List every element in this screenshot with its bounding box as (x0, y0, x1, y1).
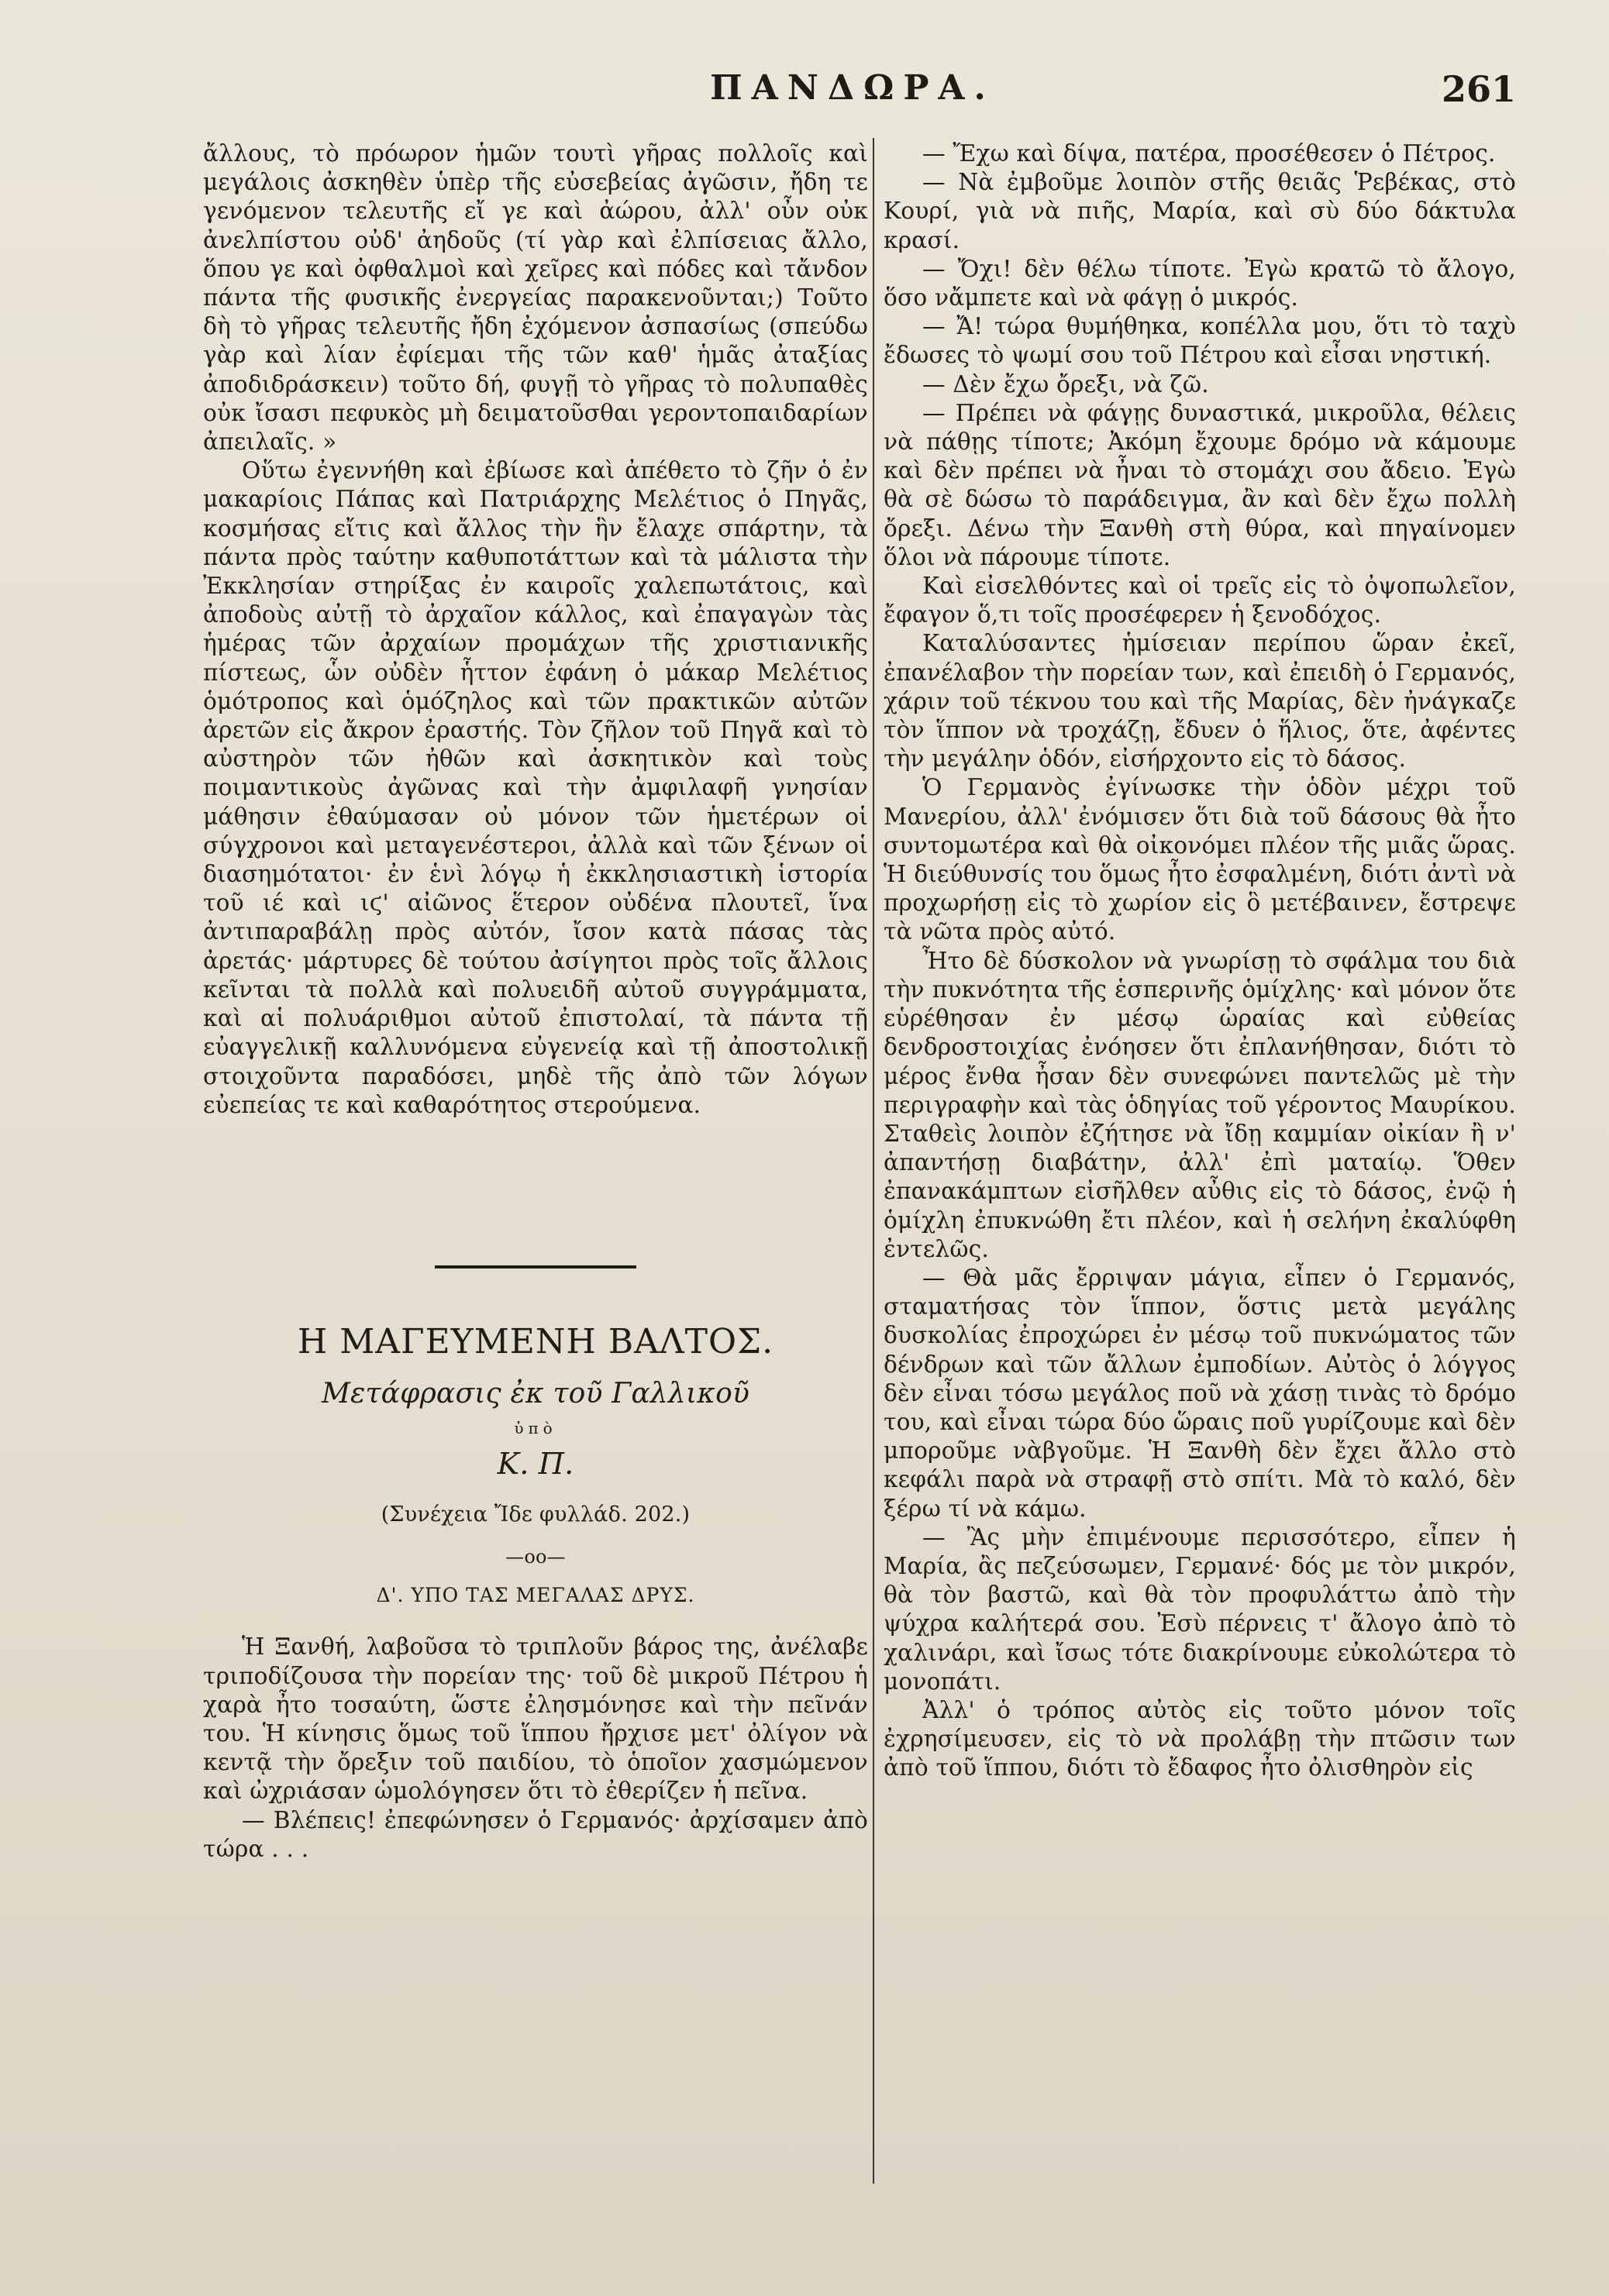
story-subtitle: Μετάφρασις ἐκ τοῦ Γαλλικοῦ (321, 1378, 750, 1410)
section-divider-rule (435, 1265, 636, 1268)
story-ornament: —οο— (505, 1545, 566, 1568)
story-paragraph: Καὶ εἰσελθόντες καὶ οἱ τρεῖς εἰς τὸ ὀψοπωλεῖον, ἔφαγον ὅ,τι τοῖς προσέφερεν ἡ ξενοδόχος. (884, 573, 1516, 628)
article-paragraph: Οὕτω ἐγεννήθη καὶ ἐβίωσε καὶ ἀπέθετο τὸ ζῆν ὁ ἐν μακαρίοις Πάπας καὶ Πατριάρχης Μελέτιος ὁ Πηγᾶς, κοσμήσας εἴτις καὶ ἄλλος τὴν ἣν ἔλαχε σπάρτην, τὰ πάντα πρὸς ταύτην καθυποτάττων καὶ τὰ μάλιστα τὴν Ἐκκλησίαν στηρίξας ἐν καιροῖς χαλεπωτάτοις, καὶ ἀποδοὺς αὐτῇ τὸ ἀρχαῖον κάλλος, καὶ ἐπαγαγὼν τὰς ἡμέρας τῶν ἀρχαίων προμάχων τῆς χριστιανικῆς πίστεως, ὧν οὐδὲν ἧττον ἐφάνη ὁ μάκαρ Μελέτιος ὁμότροπος καὶ ὁμόζηλος καὶ τῶν πρακτικῶν αὐτῶν ἀρετῶν εἰς ἄκρον ἐραστής. Τὸν ζῆλον τοῦ Πηγᾶ καὶ τὸ αὐστηρὸν τῶν ἠθῶν καὶ ἀσκητικὸν καὶ τοὺς ποιμαντικοὺς ἀγῶνας καὶ τὴν ἀμφιλαφῆ γνησίαν μάθησιν ἐθαύμασαν οὐ μόνον τῶν ἡμετέρων οἱ σύγχρονοι καὶ μεταγενέστεροι, ἀλλὰ καὶ τῶν ξένων οἱ διασημότατοι· ἐν ἑνὶ λόγῳ ἡ ἐκκλησιαστικὴ ἱστορία τοῦ ιέ καὶ ιϛ' αἰῶνος ἕτερον οὐδένα πλουτεῖ, ἵνα ἀντιπαραβάλῃ πρὸς αὐτόν, ἴσον κατὰ πάσας τὰς ἀρετάς· μάρτυρες δὲ τούτου ἀσίγητοι πρὸς τοῖς ἄλλοις κεῖνται τὰ πολλὰ καὶ πολυειδῆ αὐτοῦ συγγράμματα, καὶ αἱ πολυάριθμοι αὐτοῦ ἐπιστολαί, τὰ πάντα τῇ εὐαγγελικῇ καλλυνόμενα εὐγενείᾳ καὶ τῇ ἀποστολικῇ στοιχοῦντα παραδόσει, μηδὲ τῆς ἀπὸ τῶν λόγων εὐεπείας τε καὶ καθαρότητος στερούμενα. (203, 457, 868, 1118)
right-column (884, 139, 1516, 1783)
column-divider (873, 138, 874, 2184)
page-number: 261 (1442, 68, 1517, 110)
story-paragraph: Καταλύσαντες ἡμίσειαν περίπου ὥραν ἐκεῖ, ἐπανέλαβον τὴν πορείαν των, καὶ ἐπειδὴ ὁ Γερμανός, χάριν τοῦ τέκνου του καὶ τῆς Μαρίας, δὲν ἠνάγκαζε τὸν ἵππον νὰ τροχάζῃ, ἔδυεν ὁ ἥλιος, ὅτε, ἀφέντες τὴν μεγάλην ὁδόν, εἰσήρχοντο εἰς τὸ δάσος. (884, 630, 1516, 773)
story-title: Η ΜΑΓΕΥΜΕΝΗ ΒΑΛΤΟΣ. (297, 1321, 774, 1361)
story-paragraph: — Βλέπεις! ἐπεφώνησεν ὁ Γερμανός· ἀρχίσαμεν ἀπὸ τώρα . . . (203, 1806, 868, 1862)
story-by-line: ὑπὸ (514, 1419, 557, 1438)
story-paragraph: — Ὄχι! δὲν θέλω τίποτε. Ἐγὼ κρατῶ τὸ ἄλογο, ὅσο νἄμπετε καὶ νὰ φάγῃ ὁ μικρός. (884, 255, 1516, 312)
left-column (203, 139, 868, 1864)
story-paragraph: Ὁ Γερμανὸς ἐγίνωσκε τὴν ὁδὸν μέχρι τοῦ Μανερίου, ἀλλ' ἐνόμισεν ὅτι διὰ τοῦ δάσους θὰ ἦτο συντομωτέρα καὶ θὰ οἰκονόμει πλέον τῆς μιᾶς ὥρας. Ἡ διεύθυνσίς του ὅμως ἦτο ἐσφαλμένη, διότι ἀντὶ νὰ προχωρήσῃ εἰς τὸ χωρίον εἰς ὃ μετέβαινεν, ἔστρεψε τὰ νῶτα πρὸς αὐτό. (884, 774, 1516, 945)
story-paragraph: Ἡ Ξανθή, λαβοῦσα τὸ τριπλοῦν βάρος της, ἀνέλαβε τριποδίζουσα τὴν πορείαν της· τοῦ δὲ μικροῦ Πέτρου ἡ χαρὰ ἦτο τοσαύτη, ὥστε ἐλησμόνησε καὶ τὴν πεῖνάν του. Ἡ κίνησις ὅμως τοῦ ἵππου ἤρχισε μετ' ὀλίγον νὰ κεντᾷ τὴν ὄρεξιν τοῦ παιδίου, τὸ ὁποῖον χασμώμενον καὶ ὠχριάσαν ὡμολόγησεν ὅτι τὸ ἐθερίζεν ἡ πεῖνα. (203, 1633, 868, 1805)
story-paragraph: Ἀλλ' ὁ τρόπος αὐτὸς εἰς τοῦτο μόνον τοῖς ἐχρησίμευσεν, εἰς τὸ νὰ προλάβῃ τὴν πτῶσιν των ἀπὸ τοῦ ἵππου, διότι τὸ ἔδαφος ἦτο ὀλισθηρὸν εἰς (884, 1696, 1516, 1781)
story-paragraph: — Ἔχω καὶ δίψα, πατέρα, προσέθεσεν ὁ Πέτρος. (922, 140, 1496, 167)
story-paragraph: — Ἂς μὴν ἐπιμένουμε περισσότερο, εἶπεν ἡ Μαρία, ἂς πεζεύσωμεν, Γερμανέ· δός με τὸν μικρόν, θὰ τὸν βαστῶ, καὶ θὰ τὸν προφυλάττω ἀπὸ τὴν ψύχρα καλήτερά σου. Ἐσὺ πέρνεις τ' ἄλογο ἀπὸ τὸ χαλινάρι, καὶ ἴσως τότε διακρίνουμε εὐκολώτερα τὸ μονοπάτι. (884, 1523, 1516, 1695)
story-paragraph: — Θὰ μᾶς ἔρριψαν μάγια, εἶπεν ὁ Γερμανός, σταματήσας τὸν ἵππον, ὅστις μετὰ μεγάλης δυσκολίας ἐπροχώρει ἐν μέσῳ τοῦ πυκνώματος τῶν δένδρων καὶ τῶν ἄλλων ἐμποδίων. Αὐτὸς ὁ λόγγος δὲν εἶναι τόσω μεγάλος ποῦ νὰ χάσῃ τινὰς τὸ δρόμο του, καὶ εἶναι τώρα δύο ὥραις ποῦ γυρίζουμε καὶ δὲν μποροῦμε νὰβγοῦμε. Ἡ Ξανθὴ δὲν ἔχει ἄλλο στὸ κεφάλι παρὰ νὰ στραφῇ στὸ σπίτι. Μὰ τὸ καλό, δὲν ξέρω τί νὰ κάμω. (884, 1264, 1516, 1522)
chapter-heading: Δ'. ΥΠΟ ΤΑΣ ΜΕΓΑΛΑΣ ΔΡΥΣ. (376, 1584, 695, 1607)
story-author: Κ. Π. (497, 1446, 574, 1481)
page-header (0, 68, 1609, 122)
story-paragraph: — Πρέπει νὰ φάγῃς δυναστικά, μικροῦλα, θέλεις νὰ πάθῃς τίποτε; Ἀκόμη ἔχουμε δρόμο νὰ κάμουμε καὶ δὲν πρέπει νὰ ἦναι τὸ στομάχι σου ἄδειο. Ἐγὼ θὰ σὲ δώσω τὸ παράδειγμα, ἂν καὶ δὲν ἔχω πολλὴ ὄρεξι. Δένω τὴν Ξανθὴ στὴ θύρα, καὶ πηγαίνομεν ὅλοι νὰ πάρουμε τίποτε. (884, 399, 1516, 570)
article-paragraph: ἄλλους, τὸ πρόωρον ἡμῶν τουτὶ γῆρας πολλοῖς καὶ μεγάλοις ἀσκηθὲν ὑπὲρ τῆς εὐσεβείας ἀγῶσιν, ἤδη τε γενόμενον τελευτῆς εἴ γε καὶ ἀώρου, ἀλλ' οὖν οὐκ ἀνελπίστου οὐδ' ἀηδοῦς (τί γὰρ καὶ ἐλπίσειας ἄλλο, ὅπου γε καὶ ὀφθαλμοὶ καὶ χεῖρες καὶ πόδες καὶ τἄνδον πάντα τῆς φυσικῆς ἐνεργείας παρακενοῦνται;) Τοῦτο δὴ τὸ γῆρας τελευτῆς ἤδη ἐχόμενον ἀσπασίως (σπεύδω γὰρ καὶ λίαν ἐφίεμαι τῆς τῶν καθ' ἡμᾶς ἀταξίας ἀποδιδράσκειν) τοῦτο δή, φυγῇ τὸ γῆρας τὸ πολυπαθὲς οὐκ ἴσασι πεφυκὸς μὴ δειματοῦσθαι γεροντοπαιδαρίων ἀπειλαῖς. » (203, 140, 868, 456)
story-paragraph: — Ἄ! τώρα θυμήθηκα, κοπέλλα μου, ὅτι τὸ ταχὺ ἔδωσες τὸ ψωμί σου τοῦ Πέτρου καὶ εἶσαι νηστική. (884, 313, 1516, 369)
running-title: ΠΑΝΔΩΡΑ. (710, 68, 995, 108)
story-paragraph: — Νὰ ἐμβοῦμε λοιπὸν στῆς θειᾶς Ῥεβέκας, στὸ Κουρί, γιὰ νὰ πιῆς, Μαρία, καὶ σὺ δύο δάκτυλα κρασί. (884, 169, 1516, 253)
story-paragraph: Ἦτο δὲ δύσκολον νὰ γνωρίσῃ τὸ σφάλμα του διὰ τὴν πυκνότητα τῆς ἑσπερινῆς ὁμίχλης· καὶ μόνον ὅτε εὑρέθησαν ἐν μέσῳ ὡραίας καὶ εὐθείας δενδροστοιχίας ἐνόησεν ὅτι ἐπλανήθησαν, διότι τὸ μέρος ἔνθα ἦσαν δὲν συνεφώνει παντελῶς μὲ τὴν περιγραφὴν καὶ τὰς ὁδηγίας τοῦ γέροντος Μαυρίκου. Σταθεὶς λοιπὸν ἐζήτησε νὰ ἴδῃ καμμίαν οἰκίαν ἢ ν' ἀπαντήσῃ διαβάτην, ἀλλ' ἐπὶ ματαίῳ. Ὅθεν ἐπανακάμπτων εἰσῆλθεν αὖθις εἰς τὸ δάσος, ἐνῷ ἡ ὁμίχλη ἐπυκνώθη ἔτι πλέον, καὶ ἡ σελήνη ἐκαλύφθη ἐντελῶς. (884, 947, 1516, 1262)
story-continuation-note: (Συνέχεια Ἴδε φυλλάδ. 202.) (381, 1502, 691, 1527)
story-paragraph: — Δὲν ἔχω ὄρεξι, νὰ ζῶ. (922, 370, 1209, 398)
